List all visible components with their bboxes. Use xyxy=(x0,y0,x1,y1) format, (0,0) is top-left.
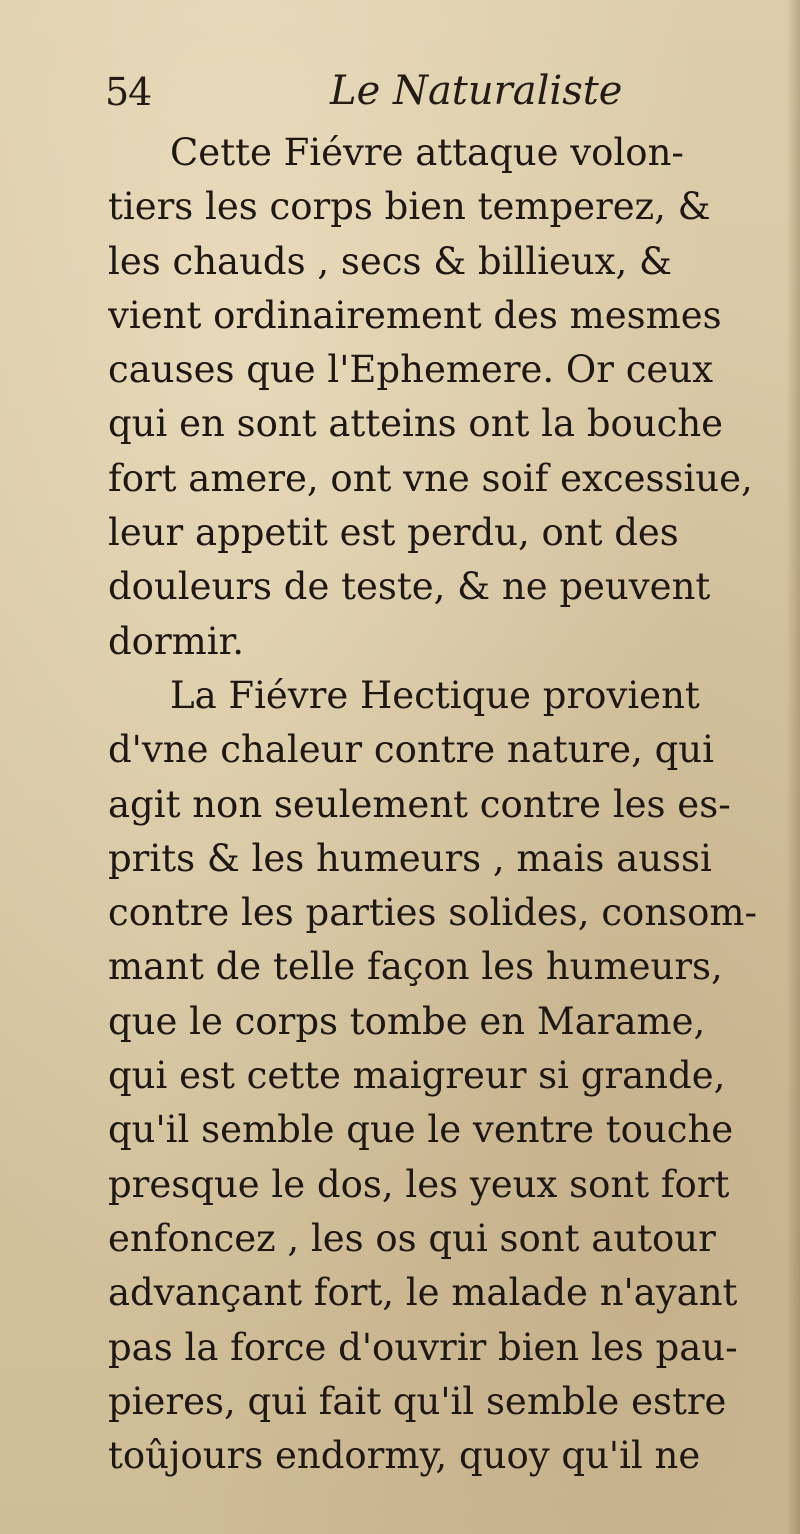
text-line: qu'il semble que le ventre touche xyxy=(108,1108,734,1152)
text-line: presque le dos, les yeux sont fort xyxy=(108,1162,730,1206)
page-header xyxy=(105,62,705,122)
text-line: tiers les corps bien temperez, & xyxy=(108,185,711,229)
page-number: 54 xyxy=(105,70,152,114)
body-text xyxy=(108,126,798,1483)
text-line: toûjours endormy, quoy qu'il ne xyxy=(108,1434,701,1478)
text-line: vient ordinairement des mesmes xyxy=(108,293,722,337)
text-line: pieres, qui fait qu'il semble estre xyxy=(108,1379,727,1423)
text-line: contre les parties solides, consom- xyxy=(108,891,757,935)
text-line: prits & les humeurs , mais aussi xyxy=(108,836,712,880)
text-line: qui en sont atteins ont la bouche xyxy=(108,402,724,446)
text-line: douleurs de teste, & ne peuvent xyxy=(108,565,711,609)
text-line: causes que l'Ephemere. Or ceux xyxy=(108,348,714,392)
text-line: d'vne chaleur contre nature, qui xyxy=(108,728,714,772)
text-line: agit non seulement contre les es- xyxy=(108,782,731,826)
text-line: les chauds , secs & billieux, & xyxy=(108,239,672,283)
text-line: Cette Fiévre attaque volon- xyxy=(170,131,684,174)
text-line: La Fiévre Hectique provient xyxy=(170,673,700,717)
running-title: Le Naturaliste xyxy=(330,68,623,114)
text-line: leur appetit est perdu, ont des xyxy=(108,511,679,555)
text-line: que le corps tombe en Marame, xyxy=(108,999,706,1043)
text-line: dormir. xyxy=(108,619,244,663)
text-line: advançant fort, le malade n'ayant xyxy=(108,1271,738,1315)
text-line: fort amere, ont vne soif excessiue, xyxy=(108,456,753,500)
text-line: mant de telle façon les humeurs, xyxy=(108,945,723,989)
text-line: pas la force d'ouvrir bien les pau- xyxy=(108,1325,738,1369)
text-line: qui est cette maigreur si grande, xyxy=(108,1054,726,1098)
text-line: enfoncez , les os qui sont autour xyxy=(108,1216,716,1260)
